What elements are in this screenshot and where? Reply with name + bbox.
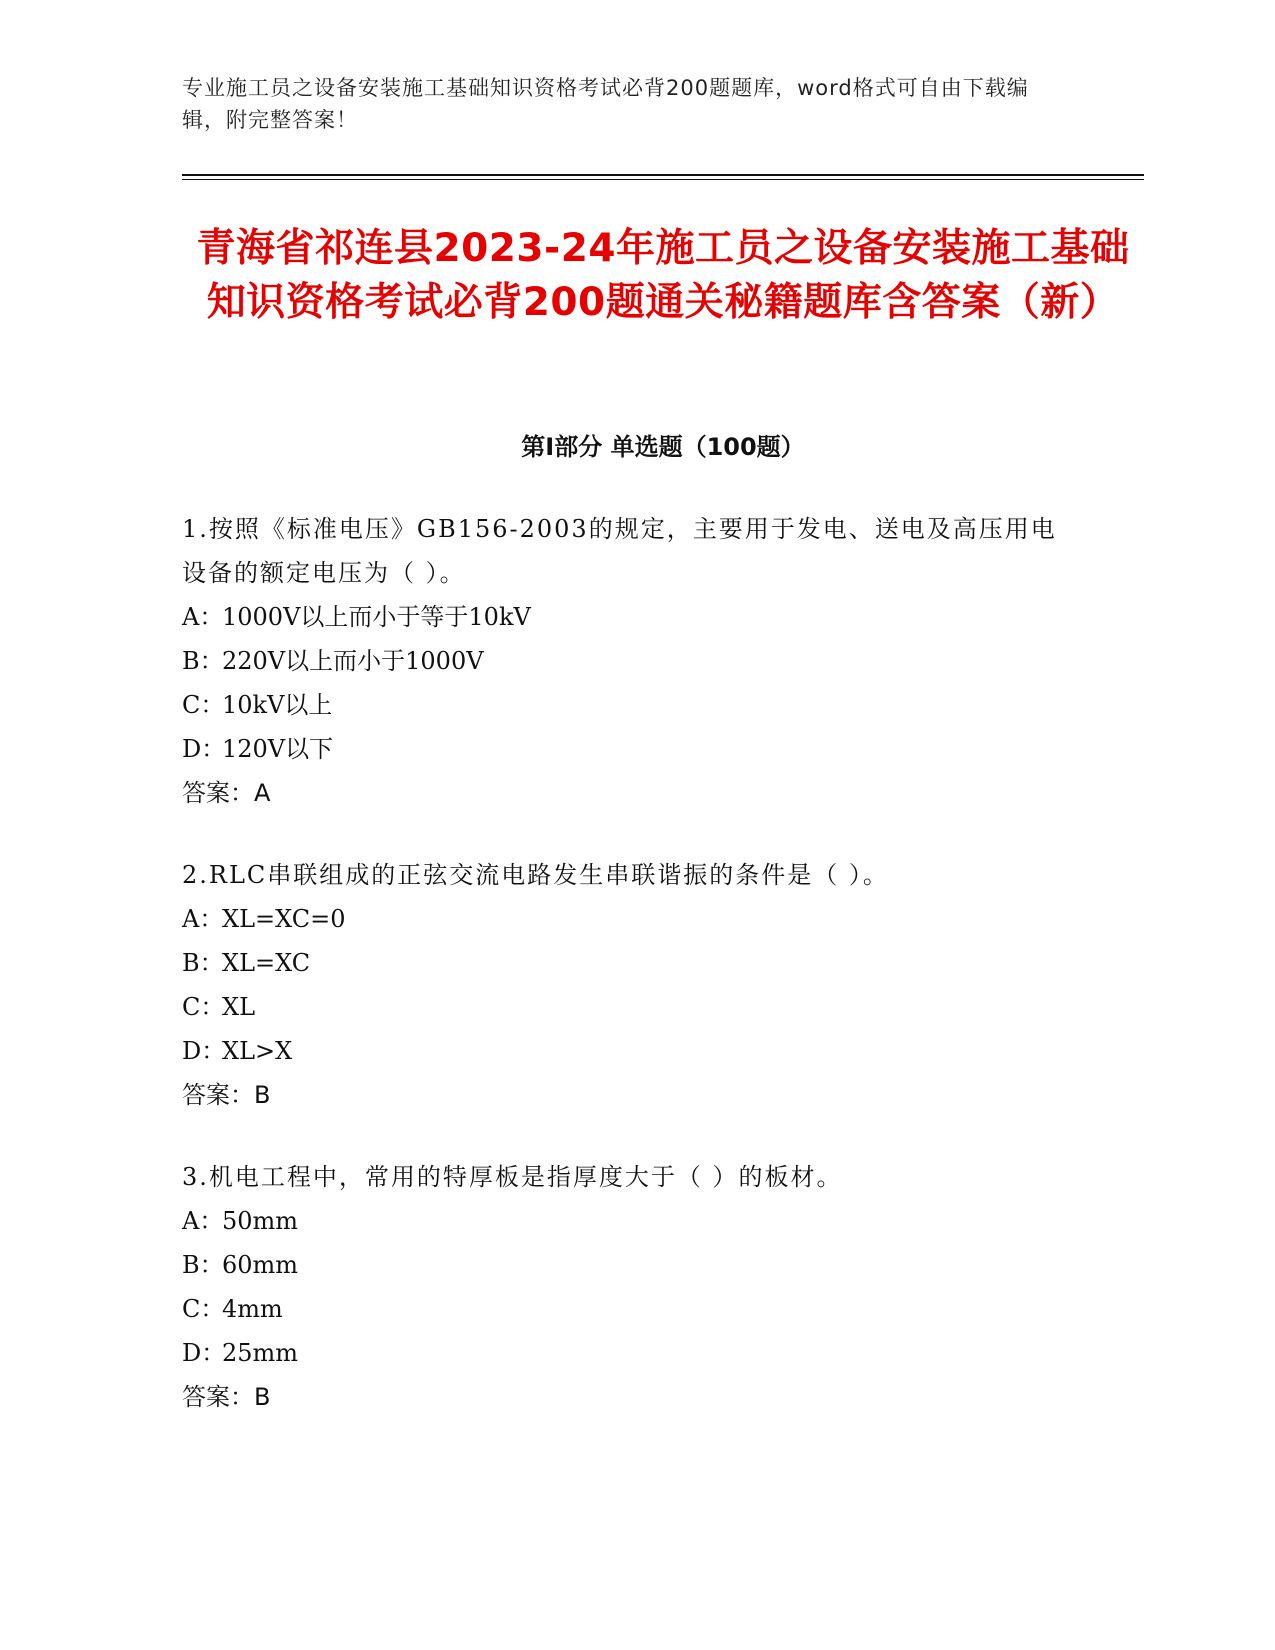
option-text: XL=XC=0 [222, 905, 346, 933]
option-b [182, 1243, 1062, 1287]
option-key: C： [182, 993, 225, 1021]
option-key: D： [182, 1339, 226, 1367]
answer-line [182, 1375, 1062, 1419]
option-d [182, 1029, 1062, 1073]
option-text: 25mm [222, 1339, 299, 1367]
option-key: A： [182, 1207, 224, 1235]
option-key: D： [182, 1037, 226, 1065]
option-a [182, 595, 1062, 639]
option-text: 220V以上而小于1000V [222, 647, 484, 675]
option-key: B： [182, 1251, 224, 1279]
question-1 [182, 507, 1062, 815]
answer-value: B [254, 1383, 271, 1411]
question-stem: 3.机电工程中，常用的特厚板是指厚度大于（ ）的板材。 [182, 1163, 843, 1191]
question-list [182, 507, 1062, 1457]
answer-label: 答案： [182, 1383, 254, 1411]
option-text: XL>X [222, 1037, 293, 1065]
header-note: 专业施工员之设备安装施工基础知识资格考试必背200题题库，word格式可自由下载编辑，附完整答案！ [182, 76, 1029, 132]
option-a [182, 1199, 1062, 1243]
option-key: C： [182, 1295, 225, 1323]
header-divider-thin [182, 179, 1144, 180]
document-title: 青海省祁连县2023-24年施工员之设备安装施工基础知识资格考试必背200题通关秘籍题库含答案（新） [196, 226, 1130, 325]
question-stem: 2.RLC串联组成的正弦交流电路发生串联谐振的条件是（ ）。 [182, 861, 889, 889]
option-text: 50mm [222, 1207, 299, 1235]
answer-line [182, 771, 1062, 815]
answer-line [182, 1073, 1062, 1117]
option-d [182, 1331, 1062, 1375]
section-title: 第Ⅰ部分 单选题（100题） [521, 433, 805, 461]
option-text: 120V以下 [222, 735, 334, 763]
option-text: XL=XC [222, 949, 311, 977]
question-2 [182, 853, 1062, 1117]
option-key: B： [182, 647, 224, 675]
question-stem: 1.按照《标准电压》GB156-2003的规定，主要用于发电、送电及高压用电设备的额定电压为（ ）。 [182, 515, 1057, 587]
answer-label: 答案： [182, 779, 254, 807]
option-key: A： [182, 905, 224, 933]
option-key: B： [182, 949, 224, 977]
header-divider-thick [182, 174, 1144, 176]
option-a [182, 897, 1062, 941]
option-text: 4mm [222, 1295, 283, 1323]
option-text: 60mm [222, 1251, 299, 1279]
option-b [182, 639, 1062, 683]
option-key: D： [182, 735, 226, 763]
answer-label: 答案： [182, 1081, 254, 1109]
option-key: C： [182, 691, 225, 719]
option-key: A： [182, 603, 224, 631]
answer-value: B [254, 1081, 271, 1109]
option-text: 10kV以上 [222, 691, 333, 719]
answer-value: A [254, 779, 271, 807]
option-c [182, 1287, 1062, 1331]
option-c [182, 985, 1062, 1029]
option-c [182, 683, 1062, 727]
option-text: XL [222, 993, 256, 1021]
option-text: 1000V以上而小于等于10kV [222, 603, 531, 631]
option-b [182, 941, 1062, 985]
option-d [182, 727, 1062, 771]
question-3 [182, 1155, 1062, 1419]
